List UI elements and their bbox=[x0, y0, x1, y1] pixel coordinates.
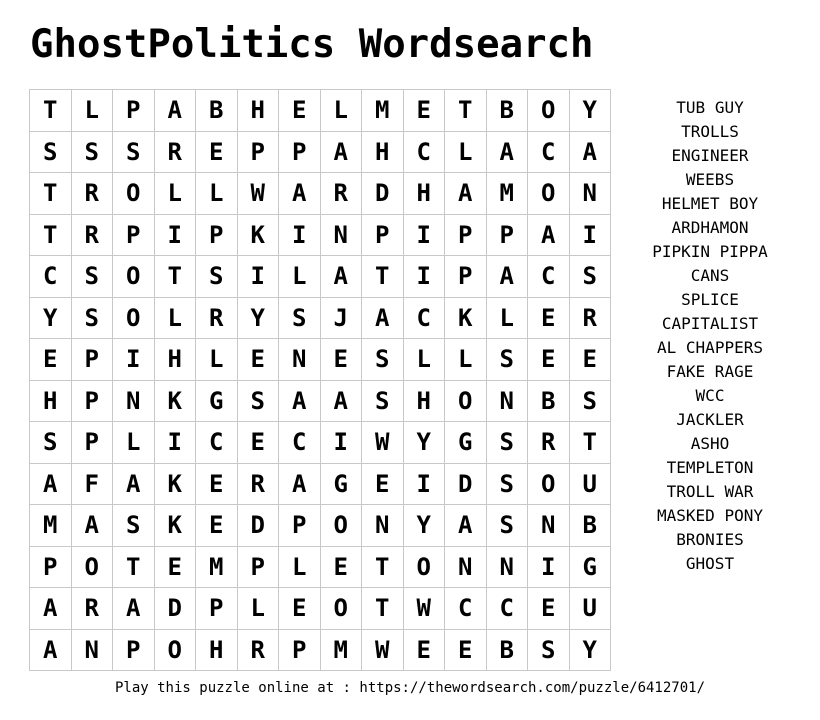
grid-cell[interactable]: P bbox=[486, 214, 528, 256]
grid-cell[interactable]: E bbox=[196, 505, 238, 547]
grid-cell[interactable]: L bbox=[237, 588, 279, 630]
grid-cell[interactable]: P bbox=[279, 505, 321, 547]
grid-cell[interactable]: M bbox=[362, 90, 404, 132]
grid-cell[interactable]: E bbox=[362, 463, 404, 505]
grid-cell[interactable]: L bbox=[154, 173, 196, 215]
grid-cell[interactable]: Y bbox=[30, 297, 72, 339]
grid-cell[interactable]: L bbox=[113, 422, 155, 464]
grid-cell[interactable]: I bbox=[154, 214, 196, 256]
grid-cell[interactable]: Y bbox=[569, 629, 611, 671]
grid-cell[interactable]: D bbox=[237, 505, 279, 547]
grid-cell[interactable]: S bbox=[71, 297, 113, 339]
grid-cell[interactable]: P bbox=[237, 131, 279, 173]
grid-cell[interactable]: G bbox=[320, 463, 362, 505]
word-list-item: WCC bbox=[695, 386, 725, 405]
grid-cell[interactable]: S bbox=[71, 256, 113, 298]
word-list-item: FAKE RAGE bbox=[666, 362, 754, 381]
grid-cell[interactable]: K bbox=[445, 297, 487, 339]
grid-cell[interactable]: P bbox=[196, 214, 238, 256]
grid-cell[interactable]: T bbox=[569, 422, 611, 464]
word-list-item: WEEBS bbox=[685, 170, 735, 189]
grid-row bbox=[30, 629, 611, 671]
grid-cell[interactable]: C bbox=[445, 588, 487, 630]
word-search-grid bbox=[29, 89, 611, 671]
grid-cell[interactable]: T bbox=[362, 588, 404, 630]
grid-cell[interactable]: M bbox=[30, 505, 72, 547]
grid-cell[interactable]: A bbox=[486, 131, 528, 173]
grid-cell[interactable]: N bbox=[362, 505, 404, 547]
grid-cell[interactable]: I bbox=[320, 422, 362, 464]
grid-cell[interactable]: N bbox=[569, 173, 611, 215]
grid-cell[interactable]: A bbox=[279, 173, 321, 215]
word-list-item: GHOST bbox=[685, 554, 735, 573]
grid-row bbox=[30, 546, 611, 588]
grid-cell[interactable]: O bbox=[113, 173, 155, 215]
grid-cell[interactable]: I bbox=[403, 463, 445, 505]
grid-cell[interactable]: L bbox=[71, 90, 113, 132]
grid-row bbox=[30, 256, 611, 298]
grid-cell[interactable]: O bbox=[320, 505, 362, 547]
word-list-item: AL CHAPPERS bbox=[657, 338, 763, 357]
grid-cell[interactable]: C bbox=[486, 588, 528, 630]
grid-cell[interactable]: E bbox=[320, 546, 362, 588]
grid-cell[interactable]: L bbox=[445, 131, 487, 173]
grid-cell[interactable]: A bbox=[528, 214, 570, 256]
grid-cell[interactable]: O bbox=[154, 629, 196, 671]
grid-cell[interactable]: A bbox=[320, 256, 362, 298]
grid-cell[interactable]: Y bbox=[403, 422, 445, 464]
grid-cell[interactable]: T bbox=[30, 214, 72, 256]
grid-cell[interactable]: S bbox=[362, 380, 404, 422]
grid-cell[interactable]: T bbox=[154, 256, 196, 298]
grid-cell[interactable]: U bbox=[569, 463, 611, 505]
grid-cell[interactable]: A bbox=[154, 90, 196, 132]
word-list-item: TROLLS bbox=[681, 122, 739, 141]
grid-cell[interactable]: R bbox=[569, 297, 611, 339]
grid-cell[interactable]: T bbox=[30, 90, 72, 132]
grid-cell[interactable]: Y bbox=[569, 90, 611, 132]
grid-cell[interactable]: N bbox=[486, 380, 528, 422]
grid-cell[interactable]: A bbox=[362, 297, 404, 339]
grid-cell[interactable]: J bbox=[320, 297, 362, 339]
grid-cell[interactable]: C bbox=[403, 297, 445, 339]
grid-cell[interactable]: E bbox=[279, 90, 321, 132]
grid-cell[interactable]: Y bbox=[403, 505, 445, 547]
grid-cell[interactable]: U bbox=[569, 588, 611, 630]
grid-cell[interactable]: C bbox=[279, 422, 321, 464]
grid-cell[interactable]: T bbox=[362, 546, 404, 588]
grid-cell[interactable]: P bbox=[279, 131, 321, 173]
grid-cell[interactable]: C bbox=[528, 256, 570, 298]
grid-cell[interactable]: R bbox=[154, 131, 196, 173]
grid-cell[interactable]: P bbox=[71, 339, 113, 381]
word-list-item: SPLICE bbox=[681, 290, 739, 309]
grid-cell[interactable]: S bbox=[486, 339, 528, 381]
grid-cell[interactable]: N bbox=[445, 546, 487, 588]
grid-cell[interactable]: H bbox=[196, 629, 238, 671]
grid-cell[interactable]: P bbox=[445, 214, 487, 256]
grid-cell[interactable]: O bbox=[403, 546, 445, 588]
grid-row bbox=[30, 380, 611, 422]
grid-cell[interactable]: T bbox=[362, 256, 404, 298]
grid-cell[interactable]: S bbox=[528, 629, 570, 671]
grid-cell[interactable]: T bbox=[30, 173, 72, 215]
grid-cell[interactable]: O bbox=[320, 588, 362, 630]
word-list bbox=[640, 96, 780, 576]
grid-cell[interactable]: B bbox=[486, 629, 528, 671]
grid-cell[interactable]: S bbox=[113, 505, 155, 547]
grid-cell[interactable]: E bbox=[569, 339, 611, 381]
word-list-item: CAPITALIST bbox=[661, 314, 759, 333]
grid-cell[interactable]: E bbox=[279, 588, 321, 630]
grid-cell[interactable]: G bbox=[445, 422, 487, 464]
grid-cell[interactable]: A bbox=[569, 131, 611, 173]
grid-cell[interactable]: R bbox=[71, 214, 113, 256]
grid-cell[interactable]: P bbox=[113, 214, 155, 256]
grid-cell[interactable]: N bbox=[528, 505, 570, 547]
grid-cell[interactable]: I bbox=[279, 214, 321, 256]
grid-cell[interactable]: E bbox=[196, 463, 238, 505]
grid-cell[interactable]: M bbox=[320, 629, 362, 671]
grid-cell[interactable]: L bbox=[445, 339, 487, 381]
grid-cell[interactable]: P bbox=[445, 256, 487, 298]
grid-cell[interactable]: T bbox=[445, 90, 487, 132]
grid-cell[interactable]: E bbox=[403, 629, 445, 671]
grid-cell[interactable]: E bbox=[237, 339, 279, 381]
grid-cell[interactable]: H bbox=[403, 380, 445, 422]
grid-cell[interactable]: E bbox=[528, 339, 570, 381]
grid-cell[interactable]: A bbox=[320, 131, 362, 173]
grid-cell[interactable]: H bbox=[362, 131, 404, 173]
grid-cell[interactable]: P bbox=[237, 546, 279, 588]
grid-cell[interactable]: P bbox=[71, 380, 113, 422]
grid-cell[interactable]: D bbox=[362, 173, 404, 215]
footer-link-text: Play this puzzle online at : https://thewordsearch.com/puzzle/6412701/ bbox=[114, 680, 705, 696]
grid-cell[interactable]: I bbox=[154, 422, 196, 464]
grid-cell[interactable]: A bbox=[445, 505, 487, 547]
word-list-item: TROLL WAR bbox=[666, 482, 754, 501]
grid-cell[interactable]: G bbox=[569, 546, 611, 588]
grid-cell[interactable]: S bbox=[113, 131, 155, 173]
grid-cell[interactable]: H bbox=[403, 173, 445, 215]
grid-cell[interactable]: T bbox=[113, 546, 155, 588]
grid-cell[interactable]: A bbox=[445, 173, 487, 215]
grid-row bbox=[30, 588, 611, 630]
grid-cell[interactable]: A bbox=[30, 629, 72, 671]
grid-row bbox=[30, 90, 611, 132]
grid-cell[interactable]: A bbox=[113, 463, 155, 505]
grid-cell[interactable]: R bbox=[237, 629, 279, 671]
grid-cell[interactable]: H bbox=[237, 90, 279, 132]
grid-cell[interactable]: P bbox=[30, 546, 72, 588]
grid-cell[interactable]: E bbox=[403, 90, 445, 132]
grid-cell[interactable]: C bbox=[528, 131, 570, 173]
grid-cell[interactable]: A bbox=[486, 256, 528, 298]
grid-cell[interactable]: R bbox=[196, 297, 238, 339]
word-list-item: PIPKIN PIPPA bbox=[652, 242, 768, 261]
word-list-item: ARDHAMON bbox=[671, 218, 749, 237]
grid-cell[interactable]: I bbox=[403, 256, 445, 298]
word-list-item: ENGINEER bbox=[671, 146, 749, 165]
grid-cell[interactable]: E bbox=[445, 629, 487, 671]
grid-cell[interactable]: C bbox=[30, 256, 72, 298]
word-list-item: CANS bbox=[690, 266, 730, 285]
grid-row bbox=[30, 131, 611, 173]
grid-cell[interactable]: W bbox=[237, 173, 279, 215]
grid-cell[interactable]: C bbox=[196, 422, 238, 464]
grid-cell[interactable]: D bbox=[445, 463, 487, 505]
grid-cell[interactable]: I bbox=[403, 214, 445, 256]
grid-cell[interactable]: S bbox=[362, 339, 404, 381]
grid-cell[interactable]: L bbox=[279, 546, 321, 588]
grid-cell[interactable]: A bbox=[279, 463, 321, 505]
grid-cell[interactable]: Y bbox=[237, 297, 279, 339]
grid-cell[interactable]: R bbox=[237, 463, 279, 505]
grid-cell[interactable]: N bbox=[486, 546, 528, 588]
grid-cell[interactable]: M bbox=[196, 546, 238, 588]
grid-cell[interactable]: C bbox=[403, 131, 445, 173]
grid-cell[interactable]: W bbox=[362, 422, 404, 464]
grid-cell[interactable]: R bbox=[320, 173, 362, 215]
grid-cell[interactable]: B bbox=[569, 505, 611, 547]
grid-cell[interactable]: L bbox=[279, 256, 321, 298]
grid-cell[interactable]: O bbox=[528, 463, 570, 505]
word-list-item: TUB GUY bbox=[676, 98, 744, 117]
word-list-item: ASHO bbox=[690, 434, 730, 453]
grid-cell[interactable]: D bbox=[154, 588, 196, 630]
grid-cell[interactable]: L bbox=[154, 297, 196, 339]
grid-row bbox=[30, 297, 611, 339]
grid-cell[interactable]: E bbox=[196, 131, 238, 173]
grid-cell[interactable]: G bbox=[196, 380, 238, 422]
grid-row bbox=[30, 505, 611, 547]
word-list-item: JACKLER bbox=[676, 410, 744, 429]
grid-cell[interactable]: P bbox=[279, 629, 321, 671]
grid-cell[interactable]: I bbox=[113, 339, 155, 381]
word-list-item: BRONIES bbox=[676, 530, 744, 549]
grid-row bbox=[30, 339, 611, 381]
grid-cell[interactable]: S bbox=[30, 131, 72, 173]
grid-cell[interactable]: A bbox=[113, 588, 155, 630]
grid-cell[interactable]: S bbox=[486, 463, 528, 505]
grid-cell[interactable]: P bbox=[113, 629, 155, 671]
grid-cell[interactable]: S bbox=[71, 131, 113, 173]
grid-cell[interactable]: L bbox=[196, 173, 238, 215]
grid-cell[interactable]: H bbox=[30, 380, 72, 422]
grid-cell[interactable]: L bbox=[320, 90, 362, 132]
grid-cell[interactable]: A bbox=[30, 463, 72, 505]
grid-cell[interactable]: L bbox=[486, 297, 528, 339]
grid-cell[interactable]: S bbox=[569, 256, 611, 298]
page-title: GhostPolitics Wordsearch bbox=[30, 22, 594, 67]
grid-cell[interactable]: O bbox=[71, 546, 113, 588]
grid-cell[interactable]: S bbox=[569, 380, 611, 422]
grid-cell[interactable]: S bbox=[486, 422, 528, 464]
grid-cell[interactable]: E bbox=[320, 339, 362, 381]
grid-cell[interactable]: K bbox=[154, 505, 196, 547]
grid-cell[interactable]: O bbox=[445, 380, 487, 422]
grid-cell[interactable]: E bbox=[154, 546, 196, 588]
grid-cell[interactable]: S bbox=[486, 505, 528, 547]
grid-cell[interactable]: A bbox=[320, 380, 362, 422]
grid-cell[interactable]: P bbox=[71, 422, 113, 464]
grid-cell[interactable]: N bbox=[279, 339, 321, 381]
grid-cell[interactable]: E bbox=[528, 588, 570, 630]
word-list-item: MASKED PONY bbox=[657, 506, 763, 525]
grid-cell[interactable]: W bbox=[362, 629, 404, 671]
grid-row bbox=[30, 173, 611, 215]
grid-cell[interactable]: A bbox=[71, 505, 113, 547]
grid-cell[interactable]: N bbox=[113, 380, 155, 422]
grid-cell[interactable]: A bbox=[279, 380, 321, 422]
grid-cell[interactable]: N bbox=[71, 629, 113, 671]
grid-cell[interactable]: S bbox=[30, 422, 72, 464]
grid-cell[interactable]: E bbox=[237, 422, 279, 464]
word-list-item: HELMET BOY bbox=[661, 194, 759, 213]
grid-cell[interactable]: B bbox=[528, 380, 570, 422]
grid-cell[interactable]: I bbox=[569, 214, 611, 256]
grid-cell[interactable]: W bbox=[403, 588, 445, 630]
grid-cell[interactable]: S bbox=[196, 256, 238, 298]
grid-cell[interactable]: R bbox=[71, 173, 113, 215]
grid-cell[interactable]: L bbox=[403, 339, 445, 381]
grid-cell[interactable]: B bbox=[486, 90, 528, 132]
grid-row bbox=[30, 422, 611, 464]
grid-cell[interactable]: O bbox=[113, 297, 155, 339]
grid-row bbox=[30, 463, 611, 505]
grid-cell[interactable]: O bbox=[528, 173, 570, 215]
grid-cell[interactable]: K bbox=[154, 380, 196, 422]
grid-cell[interactable]: E bbox=[30, 339, 72, 381]
grid-cell[interactable]: I bbox=[528, 546, 570, 588]
grid-cell[interactable]: O bbox=[528, 90, 570, 132]
grid-row bbox=[30, 214, 611, 256]
grid-cell[interactable]: I bbox=[237, 256, 279, 298]
grid-cell[interactable]: M bbox=[486, 173, 528, 215]
grid-cell[interactable]: R bbox=[528, 422, 570, 464]
grid-cell[interactable]: N bbox=[320, 214, 362, 256]
grid-cell[interactable]: P bbox=[113, 90, 155, 132]
grid-cell[interactable]: K bbox=[237, 214, 279, 256]
grid-cell[interactable]: B bbox=[196, 90, 238, 132]
grid-cell[interactable]: L bbox=[196, 339, 238, 381]
grid-cell[interactable]: A bbox=[30, 588, 72, 630]
grid-cell[interactable]: S bbox=[279, 297, 321, 339]
grid-cell[interactable]: O bbox=[113, 256, 155, 298]
grid-cell[interactable]: F bbox=[71, 463, 113, 505]
grid-cell[interactable]: P bbox=[362, 214, 404, 256]
grid-cell[interactable]: H bbox=[154, 339, 196, 381]
grid-cell[interactable]: E bbox=[528, 297, 570, 339]
grid-cell[interactable]: P bbox=[196, 588, 238, 630]
grid-cell[interactable]: R bbox=[71, 588, 113, 630]
grid-cell[interactable]: K bbox=[154, 463, 196, 505]
grid-cell[interactable]: S bbox=[237, 380, 279, 422]
word-list-item: TEMPLETON bbox=[666, 458, 754, 477]
